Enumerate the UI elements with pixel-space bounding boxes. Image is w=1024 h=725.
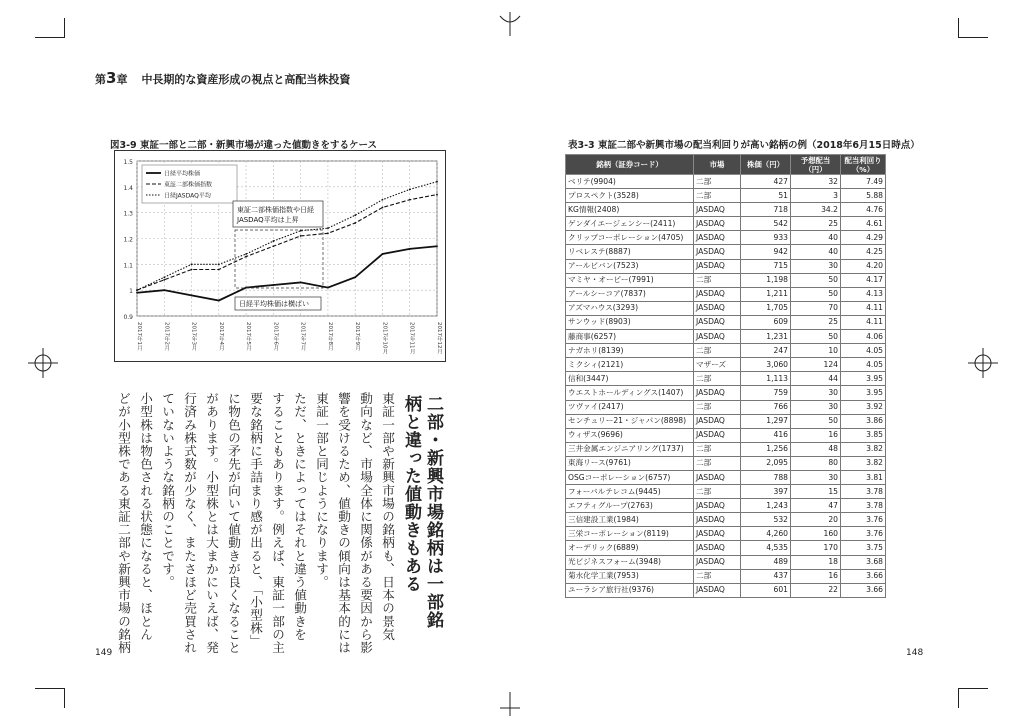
table-cell: 二部 [694, 485, 741, 499]
table-row [566, 428, 886, 442]
data-point [191, 263, 193, 265]
data-point [300, 235, 302, 237]
data-point [354, 222, 356, 224]
table-cell: 50 [791, 273, 841, 287]
table-header-cell: 市場 [694, 155, 741, 175]
crop-mark [35, 37, 65, 38]
table-cell: 三栄コーポレーション(8119) [566, 527, 694, 541]
annotation-text: 東証二部株価指数や日経 [237, 206, 314, 214]
table-cell: 601 [741, 583, 791, 597]
table-cell: 3.66 [841, 583, 886, 597]
body-line: 小型株は物色される状態になると、ほとん [138, 392, 153, 641]
table-cell: 三井金属エンジニアリング(1737) [566, 442, 694, 456]
table-cell: ウィザス(9696) [566, 428, 694, 442]
table-cell: 34.2 [791, 203, 841, 217]
table-cell: 3.92 [841, 400, 886, 414]
page-number-right: 148 [906, 648, 924, 658]
table-cell: JASDAQ [694, 499, 741, 513]
table-cell: ツヴァイ(2417) [566, 400, 694, 414]
table-cell: 3.76 [841, 513, 886, 527]
table-cell: 47 [791, 499, 841, 513]
y-tick-label: 1.2 [123, 236, 133, 244]
data-point [354, 276, 356, 278]
table-cell: 4.76 [841, 203, 886, 217]
data-point [163, 279, 165, 281]
table-row [566, 470, 886, 484]
table-cell: JASDAQ [694, 386, 741, 400]
table-cell: 40 [791, 245, 841, 259]
section-heading [400, 395, 444, 629]
table-cell: クリップコーポレーション(4705) [566, 231, 694, 245]
registration-mark-right [968, 348, 998, 378]
data-point [327, 287, 329, 289]
table-cell: 40 [791, 231, 841, 245]
data-point [136, 289, 138, 291]
table-cell: 437 [741, 569, 791, 583]
running-header [95, 69, 350, 87]
table-row [566, 259, 886, 273]
table-cell: 609 [741, 315, 791, 329]
table-cell: 942 [741, 245, 791, 259]
table-cell: 二部 [694, 273, 741, 287]
body-line: ただ、ときによってはそれと違う値動きを [292, 392, 307, 641]
table-cell: 3.95 [841, 372, 886, 386]
table-row [566, 189, 886, 203]
table-cell: 3.81 [841, 470, 886, 484]
table-row [566, 344, 886, 358]
table-row [566, 358, 886, 372]
x-tick-label: 2017年6月 [272, 322, 279, 351]
table-cell: JASDAQ [694, 470, 741, 484]
x-tick-label: 2017年4月 [217, 322, 224, 351]
table-cell: アズマハウス(3293) [566, 301, 694, 315]
table-cell: 933 [741, 231, 791, 245]
table-cell: JASDAQ [694, 527, 741, 541]
table-cell: JASDAQ [694, 259, 741, 273]
y-tick-label: 1.3 [123, 210, 133, 218]
table-cell: JASDAQ [694, 287, 741, 301]
table-cell: 4.25 [841, 245, 886, 259]
table-row [566, 456, 886, 470]
data-point [272, 245, 274, 247]
table-row [566, 583, 886, 597]
table-cell: JASDAQ [694, 541, 741, 555]
data-point [163, 289, 165, 291]
table-cell: 東海リース(9761) [566, 456, 694, 470]
table-cell: 4.61 [841, 217, 886, 231]
table-row [566, 541, 886, 555]
table-row [566, 175, 886, 189]
crop-mark [35, 688, 65, 689]
y-tick-label: 1.5 [123, 159, 133, 166]
data-point [300, 282, 302, 284]
data-point [382, 199, 384, 201]
data-point [409, 248, 411, 250]
x-tick-label: 2017年12月 [436, 322, 442, 354]
table-cell: 1,256 [741, 442, 791, 456]
data-point [327, 232, 329, 234]
table-row [566, 569, 886, 583]
table-cell: エフティグループ(2763) [566, 499, 694, 513]
table-cell: 4.05 [841, 358, 886, 372]
table-cell: 1,198 [741, 273, 791, 287]
table-cell: 50 [791, 287, 841, 301]
table-cell: JASDAQ [694, 203, 741, 217]
legend-label: 日経平均株価 [164, 170, 201, 178]
table-cell: JASDAQ [694, 555, 741, 569]
table-cell: 25 [791, 315, 841, 329]
table-cell: 3.66 [841, 569, 886, 583]
table-cell: マザーズ [694, 358, 741, 372]
table-row [566, 499, 886, 513]
table-row [566, 372, 886, 386]
data-point [163, 276, 165, 278]
table-cell: 2,095 [741, 456, 791, 470]
table-row [566, 442, 886, 456]
x-tick-label: 2017年3月 [190, 322, 197, 351]
table-cell: 3.82 [841, 456, 886, 470]
table-cell: JASDAQ [694, 414, 741, 428]
table-cell: 3.76 [841, 527, 886, 541]
data-point [436, 194, 438, 196]
table-row [566, 287, 886, 301]
crop-mark [64, 688, 65, 708]
table-row [566, 555, 886, 569]
table-cell: 3 [791, 189, 841, 203]
table-cell: 1,705 [741, 301, 791, 315]
legend-label: 日経JASDAQ平均 [164, 192, 211, 200]
table-title: 表3-3 東証二部や新興市場の配当利回りが高い銘柄の例（2018年6月15日時点） [568, 140, 920, 151]
table-cell: 15 [791, 485, 841, 499]
table-cell: プロスペクト(3528) [566, 189, 694, 203]
table-cell: 20 [791, 513, 841, 527]
table-cell: 1,113 [741, 372, 791, 386]
table-cell: 菊水化学工業(7953) [566, 569, 694, 583]
body-line: 東証一部と同じようになります。 [314, 392, 329, 589]
registration-mark-top [495, 12, 525, 36]
table-cell: 藤商事(6257) [566, 330, 694, 344]
table-cell: 3.85 [841, 428, 886, 442]
table-cell: JASDAQ [694, 330, 741, 344]
table-cell: 124 [791, 358, 841, 372]
table-row [566, 513, 886, 527]
table-cell: 16 [791, 428, 841, 442]
table-cell: 1,243 [741, 499, 791, 513]
table-row [566, 245, 886, 259]
table-cell: 50 [791, 330, 841, 344]
table-cell: JASDAQ [694, 315, 741, 329]
registration-mark-bottom [495, 692, 525, 716]
body-line: することもあります。例えば、東証一部の主 [270, 392, 285, 654]
table-cell: 5.88 [841, 189, 886, 203]
y-tick-label: 1.4 [123, 184, 133, 192]
table-cell: ユーラシア旅行社(9376) [566, 583, 694, 597]
table-cell: JASDAQ [694, 428, 741, 442]
chapter-suffix: 章 [116, 73, 128, 86]
table-body [566, 175, 886, 598]
data-point [382, 253, 384, 255]
table-cell: 80 [791, 456, 841, 470]
body-text [108, 392, 398, 654]
table-cell: 二部 [694, 372, 741, 386]
annotation-text: 日経平均株価は横ばい [239, 300, 309, 308]
table-cell: 二部 [694, 456, 741, 470]
table-cell: OSGコーポレーション(6757) [566, 470, 694, 484]
table-cell: 489 [741, 555, 791, 569]
data-point [218, 263, 220, 265]
table-row [566, 330, 886, 344]
chapter-title: 中長期的な資産形成の視点と高配当株投資 [141, 73, 351, 86]
table-cell: 二部 [694, 175, 741, 189]
body-line: 要な銘柄に手詰まり感が出ると、「小型株」 [248, 392, 263, 648]
crop-mark [958, 688, 959, 708]
table-cell: 3.82 [841, 442, 886, 456]
table-cell: 信和(3447) [566, 372, 694, 386]
table-row [566, 400, 886, 414]
data-point [409, 199, 411, 201]
data-point [245, 253, 247, 255]
table-cell: 4.11 [841, 301, 886, 315]
table-row [566, 217, 886, 231]
table-header-cell: 株価（円） [741, 155, 791, 175]
table-row [566, 386, 886, 400]
table-cell: 二部 [694, 400, 741, 414]
data-point [218, 269, 220, 271]
registration-mark-left [28, 348, 58, 378]
table-cell: 30 [791, 400, 841, 414]
table-cell: 30 [791, 259, 841, 273]
table-cell: 715 [741, 259, 791, 273]
legend-label: 東証二部株価指数 [164, 181, 213, 189]
data-point [436, 245, 438, 247]
table-cell: 1,297 [741, 414, 791, 428]
table-cell: 4.20 [841, 259, 886, 273]
table-header-cell: 銘柄（証券コード） [566, 155, 694, 175]
table-row [566, 273, 886, 287]
table-cell: 3,060 [741, 358, 791, 372]
data-point [327, 227, 329, 229]
table-cell: 397 [741, 485, 791, 499]
chart-canvas [115, 151, 445, 361]
heading-line: 柄と違った値動きもある [401, 395, 421, 593]
data-point [136, 292, 138, 294]
table-cell: 二部 [694, 442, 741, 456]
table-cell: 4,260 [741, 527, 791, 541]
table-cell: JASDAQ [694, 245, 741, 259]
table-cell: ウエストホールディングス(1407) [566, 386, 694, 400]
table-cell: 3.78 [841, 485, 886, 499]
table-cell: 416 [741, 428, 791, 442]
dividend-table [565, 154, 886, 598]
body-line: 響を受けるため、値動きの傾向は基本的には [336, 392, 351, 654]
table-cell: リベレステ(8887) [566, 245, 694, 259]
table-row [566, 203, 886, 217]
figure-title: 図3-9 東証一部と二部・新興市場が違った値動きをするケース [110, 140, 377, 151]
table-cell: 50 [791, 414, 841, 428]
data-point [436, 181, 438, 183]
table-cell: 4.17 [841, 273, 886, 287]
table-row [566, 485, 886, 499]
table-cell: JASDAQ [694, 301, 741, 315]
data-point [272, 284, 274, 286]
body-line: に物色の矛先が向いて値動きが良くなること [226, 392, 241, 654]
table-cell: 1,231 [741, 330, 791, 344]
table-cell: 22 [791, 583, 841, 597]
body-line: 動向など、市場全体に関係がある要因から影 [358, 392, 373, 654]
x-tick-label: 2017年5月 [245, 322, 252, 351]
table-cell: ベリテ(9904) [566, 175, 694, 189]
table-header-cell: 配当利回り（%） [841, 155, 886, 175]
table-cell: 16 [791, 569, 841, 583]
table-cell: 4.05 [841, 344, 886, 358]
table-cell: 44 [791, 372, 841, 386]
table-cell: 二部 [694, 189, 741, 203]
y-tick-label: 1.1 [123, 262, 133, 270]
table-cell: 70 [791, 301, 841, 315]
data-point [245, 256, 247, 258]
table-cell: 1,211 [741, 287, 791, 301]
table-row [566, 315, 886, 329]
x-tick-label: 2017年2月 [163, 322, 170, 351]
table-cell: 51 [741, 189, 791, 203]
body-line: 東証一部や新興市場の銘柄も、日本の景気 [380, 392, 395, 641]
table-cell: 4.06 [841, 330, 886, 344]
table-cell: 3.95 [841, 386, 886, 400]
table-header-cell: 予想配当（円） [791, 155, 841, 175]
x-tick-label: 2017年9月 [354, 322, 361, 351]
data-point [272, 240, 274, 242]
table-cell: ゲンダイエージェンシー(2411) [566, 217, 694, 231]
y-tick-label: 0.9 [123, 314, 133, 321]
table-row [566, 301, 886, 315]
table-cell: 10 [791, 344, 841, 358]
heading-line: 二部・新興市場銘柄は一部銘 [423, 395, 443, 629]
table-row [566, 414, 886, 428]
line-chart [114, 150, 446, 362]
table-cell: 18 [791, 555, 841, 569]
x-tick-label: 2017年10月 [381, 322, 388, 354]
table-cell: 30 [791, 470, 841, 484]
chapter-prefix: 第 [95, 73, 106, 86]
annotation-text: JASDAQ平均は上昇 [237, 216, 299, 224]
table-cell: 3.75 [841, 541, 886, 555]
table-cell: 三信建設工業(1984) [566, 513, 694, 527]
body-line: 行済み株式数が少なく、またさほど売買され [182, 392, 197, 654]
table-cell: オーデリック(6889) [566, 541, 694, 555]
table-cell: 二部 [694, 569, 741, 583]
x-tick-label: 2017年8月 [326, 322, 333, 351]
crop-mark [958, 37, 988, 38]
table-header-row [566, 155, 886, 175]
table-cell: 二部 [694, 344, 741, 358]
data-point [409, 189, 411, 191]
table-cell: KG情報(2408) [566, 203, 694, 217]
table-cell: 170 [791, 541, 841, 555]
data-point [382, 207, 384, 209]
y-tick-label: 1 [129, 288, 133, 296]
table-cell: 4.11 [841, 315, 886, 329]
table-cell: 759 [741, 386, 791, 400]
table-cell: ナガホリ(8139) [566, 344, 694, 358]
data-point [191, 294, 193, 296]
table-row [566, 527, 886, 541]
table-cell: JASDAQ [694, 513, 741, 527]
table-cell: 48 [791, 442, 841, 456]
table-cell: 427 [741, 175, 791, 189]
table-cell: 532 [741, 513, 791, 527]
table-cell: センチュリー21・ジャパン(8898) [566, 414, 694, 428]
chapter-number: 3 [106, 69, 117, 87]
crop-mark [958, 18, 959, 38]
table-cell: 247 [741, 344, 791, 358]
table-cell: 30 [791, 386, 841, 400]
data-point [191, 269, 193, 271]
table-cell: サンウッド(8903) [566, 315, 694, 329]
table-cell: 4,535 [741, 541, 791, 555]
table-cell: アールビバン(7523) [566, 259, 694, 273]
table-cell: 4.29 [841, 231, 886, 245]
table-cell: 32 [791, 175, 841, 189]
table-cell: 3.86 [841, 414, 886, 428]
table-cell: 4.13 [841, 287, 886, 301]
table-cell: アールシーコア(7837) [566, 287, 694, 301]
crop-mark [958, 688, 988, 689]
table-cell: 788 [741, 470, 791, 484]
crop-mark [64, 18, 65, 38]
table-cell: JASDAQ [694, 217, 741, 231]
table-cell: JASDAQ [694, 583, 741, 597]
table-cell: 718 [741, 203, 791, 217]
table-cell: 7.49 [841, 175, 886, 189]
table-cell: 542 [741, 217, 791, 231]
body-line: があります。小型株とは大まかにいえば、発 [204, 392, 219, 654]
x-tick-label: 2017年11月 [408, 322, 415, 354]
data-point [218, 300, 220, 302]
table-cell: フォーバルテレコム(9445) [566, 485, 694, 499]
table-cell: 3.68 [841, 555, 886, 569]
x-tick-label: 2017年1月 [136, 322, 142, 351]
data-point [354, 214, 356, 216]
body-line: ていないような銘柄のことです。 [160, 392, 175, 589]
x-tick-label: 2017年7月 [299, 322, 306, 351]
table-cell: ミクシィ(2121) [566, 358, 694, 372]
table-cell: 766 [741, 400, 791, 414]
table-cell: 25 [791, 217, 841, 231]
table-cell: 3.78 [841, 499, 886, 513]
body-line: どが小型株である東証二部や新興市場の銘柄 [116, 392, 131, 654]
table-cell: マミヤ・オーピー(7991) [566, 273, 694, 287]
table-row [566, 231, 886, 245]
table-cell: JASDAQ [694, 231, 741, 245]
table-cell: 光ビジネスフォーム(3948) [566, 555, 694, 569]
table-cell: 160 [791, 527, 841, 541]
page-number-left: 149 [95, 648, 113, 658]
